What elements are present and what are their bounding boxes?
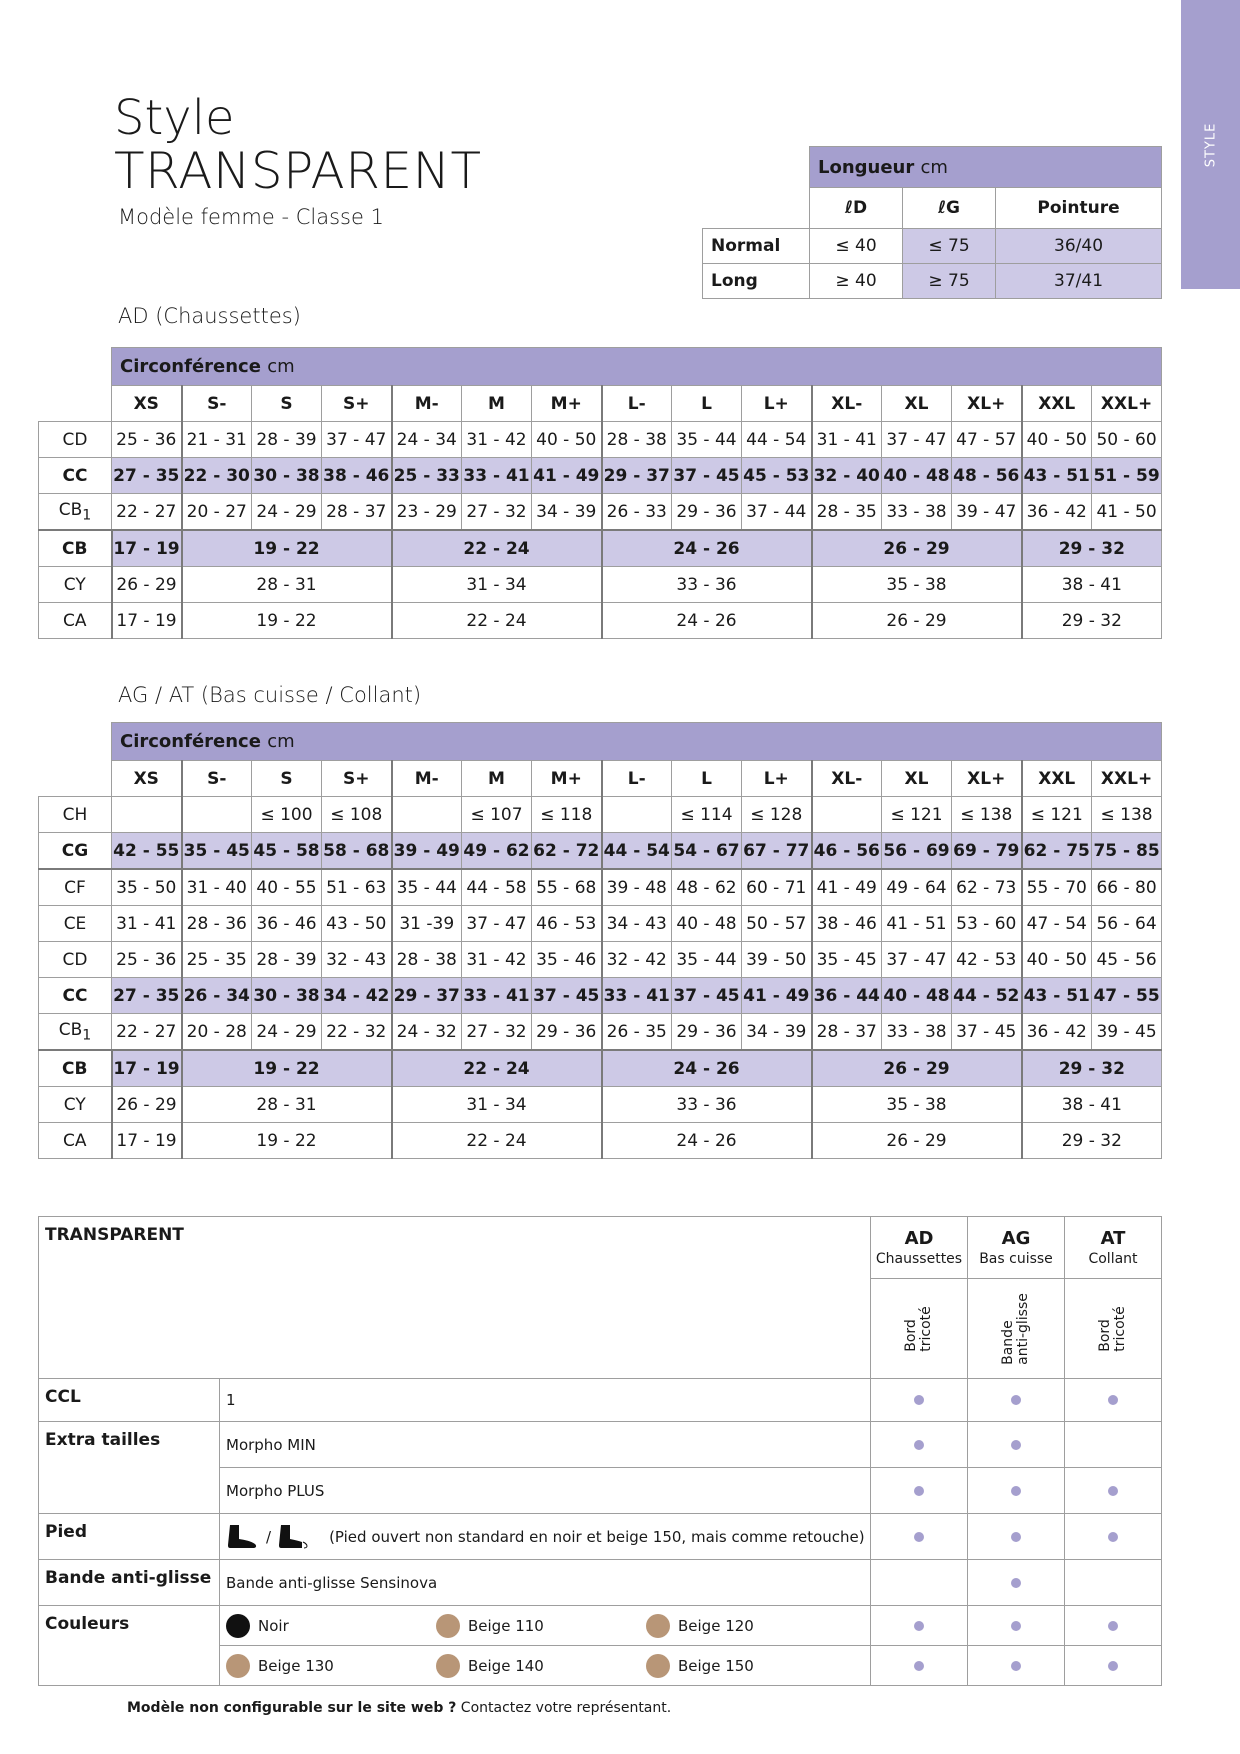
availability-dot bbox=[1108, 1621, 1118, 1631]
size-cell: 54 - 67 bbox=[672, 833, 742, 870]
row-extra-plus: Morpho PLUS bbox=[39, 1468, 1162, 1514]
size-cell: 60 - 71 bbox=[742, 869, 812, 906]
size-cell: 22 - 27 bbox=[112, 1014, 182, 1051]
size-group-cell: 28 - 31 bbox=[182, 567, 392, 603]
size-header: S+ bbox=[322, 386, 392, 422]
size-group-cell: 17 - 19 bbox=[112, 1050, 182, 1087]
row-cd: CD 25 - 36 25 - 35 28 - 39 32 - 43 28 - 38 31 - 42 35 - 46 32 - 42 35 - 44 39 - 50 35 - 45 37 - 47 42 - 53 40 - 50 45 - 56 bbox=[39, 942, 1162, 978]
size-header: M- bbox=[392, 386, 462, 422]
row-cy-group: CY 26 - 29 28 - 31 31 - 34 33 - 36 35 - 38 38 - 41 bbox=[39, 567, 1162, 603]
size-group-cell: 22 - 24 bbox=[392, 1050, 602, 1087]
size-cell: 28 - 35 bbox=[812, 494, 882, 531]
size-cell: 31 - 41 bbox=[812, 422, 882, 458]
availability-dot bbox=[914, 1440, 924, 1450]
size-cell: ≤ 138 bbox=[1092, 797, 1162, 833]
size-header: S+ bbox=[322, 761, 392, 797]
availability-dot bbox=[914, 1395, 924, 1405]
size-cell: 62 - 72 bbox=[532, 833, 602, 870]
color-swatch-item: Beige 150 bbox=[646, 1654, 856, 1678]
size-header: L- bbox=[602, 386, 672, 422]
size-cell: 28 - 36 bbox=[182, 906, 252, 942]
circumference-header: Circonférence cm bbox=[112, 348, 1162, 386]
color-swatch-item: Beige 120 bbox=[646, 1614, 856, 1638]
size-header: M bbox=[462, 386, 532, 422]
size-header: XL- bbox=[812, 761, 882, 797]
size-cell: 41 - 49 bbox=[532, 458, 602, 494]
size-cell: 41 - 49 bbox=[742, 978, 812, 1014]
size-cell: 33 - 38 bbox=[882, 494, 952, 531]
size-header: L bbox=[672, 761, 742, 797]
subtitle: Modèle femme - Classe 1 bbox=[118, 205, 384, 229]
size-cell: 25 - 36 bbox=[112, 942, 182, 978]
size-cell: 36 - 46 bbox=[252, 906, 322, 942]
size-cell: 31 - 42 bbox=[462, 422, 532, 458]
size-cell: 43 - 51 bbox=[1022, 978, 1092, 1014]
col-pointure: Pointure bbox=[996, 188, 1162, 229]
size-group-cell: 26 - 29 bbox=[812, 1123, 1022, 1159]
size-group-cell: 26 - 29 bbox=[812, 1050, 1022, 1087]
row-cb: $CB_1$ 22 - 27 20 - 27 24 - 29 28 - 37 23 - 29 27 - 32 34 - 39 26 - 33 29 - 36 37 - 44 28 - 35 33 - 38 39 - 47 36 - 42 41 - 50 bbox=[39, 494, 1162, 531]
size-cell: ≤ 114 bbox=[672, 797, 742, 833]
size-cell: 51 - 59 bbox=[1092, 458, 1162, 494]
size-header: L+ bbox=[742, 386, 812, 422]
size-cell: 35 - 44 bbox=[672, 942, 742, 978]
size-cell: 32 - 42 bbox=[602, 942, 672, 978]
availability-dot bbox=[1011, 1395, 1021, 1405]
size-cell: 20 - 28 bbox=[182, 1014, 252, 1051]
availability-dot bbox=[1108, 1661, 1118, 1671]
size-group-cell: 26 - 29 bbox=[112, 1087, 182, 1123]
size-cell: 31 - 41 bbox=[112, 906, 182, 942]
size-group-cell: 22 - 24 bbox=[392, 1123, 602, 1159]
row-cd: CD 25 - 36 21 - 31 28 - 39 37 - 47 24 - 34 31 - 42 40 - 50 28 - 38 35 - 44 44 - 54 31 - 41 37 - 47 47 - 57 40 - 50 50 - 60 bbox=[39, 422, 1162, 458]
size-cell: 40 - 50 bbox=[532, 422, 602, 458]
size-group-cell: 22 - 24 bbox=[392, 530, 602, 567]
size-group-cell: 17 - 19 bbox=[112, 530, 182, 567]
size-group-cell: 35 - 38 bbox=[812, 567, 1022, 603]
size-cell: 27 - 35 bbox=[112, 458, 182, 494]
size-cell: 33 - 41 bbox=[462, 978, 532, 1014]
size-cell: 48 - 56 bbox=[952, 458, 1022, 494]
size-cell: 47 - 57 bbox=[952, 422, 1022, 458]
closed-foot-icon bbox=[226, 1524, 260, 1550]
size-group-cell: 33 - 36 bbox=[602, 1087, 812, 1123]
size-header: XS bbox=[112, 386, 182, 422]
features-table bbox=[38, 1216, 1162, 1686]
size-cell: 37 - 44 bbox=[742, 494, 812, 531]
size-cell: 36 - 44 bbox=[812, 978, 882, 1014]
row-bande: Bande anti-glisse Bande anti-glisse Sensinova bbox=[39, 1560, 1162, 1606]
size-cell bbox=[812, 797, 882, 833]
size-cell: 35 - 44 bbox=[392, 869, 462, 906]
color-swatch bbox=[226, 1654, 250, 1678]
availability-dot bbox=[1011, 1578, 1021, 1588]
length-header: Longueur cm bbox=[810, 147, 1162, 188]
size-group-cell: 26 - 29 bbox=[112, 567, 182, 603]
size-cell: 22 - 30 bbox=[182, 458, 252, 494]
size-cell bbox=[182, 797, 252, 833]
size-cell: 21 - 31 bbox=[182, 422, 252, 458]
size-cell: 55 - 68 bbox=[532, 869, 602, 906]
size-cell: 25 - 33 bbox=[392, 458, 462, 494]
ad-size-table bbox=[38, 347, 1162, 639]
size-cell: 45 - 53 bbox=[742, 458, 812, 494]
size-cell: 51 - 63 bbox=[322, 869, 392, 906]
edge-at: Bord tricoté bbox=[1065, 1279, 1162, 1379]
availability-dot bbox=[1108, 1486, 1118, 1496]
size-group-cell: 19 - 22 bbox=[182, 603, 392, 639]
size-cell: 38 - 46 bbox=[322, 458, 392, 494]
size-cell: 44 - 54 bbox=[742, 422, 812, 458]
size-cell: 29 - 36 bbox=[672, 1014, 742, 1051]
size-header: L+ bbox=[742, 761, 812, 797]
title-model: TRANSPARENT bbox=[114, 142, 482, 200]
size-cell: 23 - 29 bbox=[392, 494, 462, 531]
size-cell: 43 - 50 bbox=[322, 906, 392, 942]
size-cell: 53 - 60 bbox=[952, 906, 1022, 942]
size-cell: ≤ 121 bbox=[1022, 797, 1092, 833]
size-cell: 37 - 45 bbox=[952, 1014, 1022, 1051]
size-group-cell: 22 - 24 bbox=[392, 603, 602, 639]
size-group-cell: 29 - 32 bbox=[1022, 1123, 1162, 1159]
size-group-cell: 24 - 26 bbox=[602, 530, 812, 567]
size-cell: 67 - 77 bbox=[742, 833, 812, 870]
size-cell: 32 - 40 bbox=[812, 458, 882, 494]
color-swatch bbox=[436, 1614, 460, 1638]
size-cell: 40 - 50 bbox=[1022, 422, 1092, 458]
size-group-cell: 38 - 41 bbox=[1022, 1087, 1162, 1123]
size-cell: 37 - 45 bbox=[532, 978, 602, 1014]
size-group-cell: 38 - 41 bbox=[1022, 567, 1162, 603]
title-style: Style bbox=[114, 90, 235, 146]
size-cell: 28 - 38 bbox=[392, 942, 462, 978]
size-header: S- bbox=[182, 386, 252, 422]
size-header: XL+ bbox=[952, 386, 1022, 422]
ag-size-table bbox=[38, 722, 1162, 1159]
size-cell: 20 - 27 bbox=[182, 494, 252, 531]
row-cc: CC 27 - 35 26 - 34 30 - 38 34 - 42 29 - 37 33 - 41 37 - 45 33 - 41 37 - 45 41 - 49 36 - 44 40 - 48 44 - 52 43 - 51 47 - 55 bbox=[39, 978, 1162, 1014]
size-cell: ≤ 128 bbox=[742, 797, 812, 833]
size-cell: 26 - 35 bbox=[602, 1014, 672, 1051]
availability-dot bbox=[1011, 1621, 1021, 1631]
size-cell: 29 - 37 bbox=[602, 458, 672, 494]
row-colors-1: Couleurs Noir Beige 110 Beige 120 bbox=[39, 1606, 1162, 1646]
size-header: L- bbox=[602, 761, 672, 797]
size-group-cell: 17 - 19 bbox=[112, 1123, 182, 1159]
availability-dot bbox=[1011, 1486, 1021, 1496]
size-header: M- bbox=[392, 761, 462, 797]
size-cell: 39 - 45 bbox=[1092, 1014, 1162, 1051]
open-foot-icon bbox=[277, 1524, 311, 1550]
size-cell: 50 - 60 bbox=[1092, 422, 1162, 458]
size-cell: 32 - 43 bbox=[322, 942, 392, 978]
size-group-cell: 19 - 22 bbox=[182, 1123, 392, 1159]
size-cell: 37 - 45 bbox=[672, 458, 742, 494]
color-swatch bbox=[646, 1614, 670, 1638]
row-extra-min: Extra tailles Morpho MIN bbox=[39, 1422, 1162, 1468]
row-cc: CC 27 - 35 22 - 30 30 - 38 38 - 46 25 - 33 33 - 41 41 - 49 29 - 37 37 - 45 45 - 53 32 - 40 40 - 48 48 - 56 43 - 51 51 - 59 bbox=[39, 458, 1162, 494]
size-cell: 35 - 50 bbox=[112, 869, 182, 906]
size-cell: 46 - 53 bbox=[532, 906, 602, 942]
size-cell: 30 - 38 bbox=[252, 458, 322, 494]
size-cell: 45 - 58 bbox=[252, 833, 322, 870]
size-cell: 22 - 32 bbox=[322, 1014, 392, 1051]
size-header: L bbox=[672, 386, 742, 422]
size-cell: 25 - 36 bbox=[112, 422, 182, 458]
row-cy-group: CY 26 - 29 28 - 31 31 - 34 33 - 36 35 - 38 38 - 41 bbox=[39, 1087, 1162, 1123]
size-cell: 24 - 29 bbox=[252, 1014, 322, 1051]
size-cell: 69 - 79 bbox=[952, 833, 1022, 870]
edge-ad: Bord tricoté bbox=[871, 1279, 968, 1379]
size-header: XXL bbox=[1022, 761, 1092, 797]
size-cell: 40 - 48 bbox=[672, 906, 742, 942]
size-cell: 37 - 47 bbox=[462, 906, 532, 942]
availability-dot bbox=[1011, 1661, 1021, 1671]
size-cell: 34 - 39 bbox=[532, 494, 602, 531]
availability-dot bbox=[1108, 1395, 1118, 1405]
col-at: AT Collant bbox=[1065, 1217, 1162, 1279]
size-header: XXL+ bbox=[1092, 386, 1162, 422]
size-group-cell: 29 - 32 bbox=[1022, 603, 1162, 639]
col-ad: AD Chaussettes bbox=[871, 1217, 968, 1279]
size-cell: 24 - 32 bbox=[392, 1014, 462, 1051]
size-cell: 42 - 55 bbox=[112, 833, 182, 870]
color-swatch-item: Beige 130 bbox=[226, 1654, 436, 1678]
size-cell: 33 - 41 bbox=[602, 978, 672, 1014]
size-cell: 44 - 58 bbox=[462, 869, 532, 906]
size-cell: ≤ 121 bbox=[882, 797, 952, 833]
size-cell: 39 - 47 bbox=[952, 494, 1022, 531]
size-cell: ≤ 108 bbox=[322, 797, 392, 833]
size-cell: 37 - 47 bbox=[322, 422, 392, 458]
size-group-cell: 28 - 31 bbox=[182, 1087, 392, 1123]
availability-dot bbox=[1011, 1440, 1021, 1450]
availability-dot bbox=[1011, 1532, 1021, 1542]
size-cell bbox=[392, 797, 462, 833]
size-cell: 37 - 47 bbox=[882, 422, 952, 458]
size-cell: 55 - 70 bbox=[1022, 869, 1092, 906]
row-cg: CG 42 - 55 35 - 45 45 - 58 58 - 68 39 - 49 49 - 62 62 - 72 44 - 54 54 - 67 67 - 77 46 - 56 56 - 69 69 - 79 62 - 75 75 - 85 bbox=[39, 833, 1162, 870]
size-group-cell: 31 - 34 bbox=[392, 567, 602, 603]
size-cell bbox=[112, 797, 182, 833]
size-cell: 75 - 85 bbox=[1092, 833, 1162, 870]
size-cell: 45 - 56 bbox=[1092, 942, 1162, 978]
size-group-cell: 26 - 29 bbox=[812, 530, 1022, 567]
size-cell: 41 - 51 bbox=[882, 906, 952, 942]
size-cell: 29 - 37 bbox=[392, 978, 462, 1014]
ag-section-title: AG / AT (Bas cuisse / Collant) bbox=[118, 683, 422, 707]
size-group-cell: 33 - 36 bbox=[602, 567, 812, 603]
size-group-cell: 35 - 38 bbox=[812, 1087, 1022, 1123]
size-cell: 33 - 41 bbox=[462, 458, 532, 494]
size-header: S- bbox=[182, 761, 252, 797]
size-cell: 62 - 73 bbox=[952, 869, 1022, 906]
size-group-cell: 19 - 22 bbox=[182, 1050, 392, 1087]
size-cell: 28 - 37 bbox=[322, 494, 392, 531]
size-group-cell: 24 - 26 bbox=[602, 603, 812, 639]
color-swatch bbox=[646, 1654, 670, 1678]
size-cell: 66 - 80 bbox=[1092, 869, 1162, 906]
size-cell: 33 - 38 bbox=[882, 1014, 952, 1051]
size-group-cell: 19 - 22 bbox=[182, 530, 392, 567]
size-cell: 40 - 48 bbox=[882, 458, 952, 494]
size-cell: 27 - 32 bbox=[462, 494, 532, 531]
color-swatch-item: Noir bbox=[226, 1614, 436, 1638]
size-group-cell: 29 - 32 bbox=[1022, 1050, 1162, 1087]
size-cell: 31 - 40 bbox=[182, 869, 252, 906]
color-swatch bbox=[226, 1614, 250, 1638]
size-header: XL bbox=[882, 386, 952, 422]
size-header: M+ bbox=[532, 386, 602, 422]
size-cell: 40 - 55 bbox=[252, 869, 322, 906]
row-ca-group: CA 17 - 19 19 - 22 22 - 24 24 - 26 26 - 29 29 - 32 bbox=[39, 603, 1162, 639]
size-cell: 28 - 39 bbox=[252, 422, 322, 458]
row-ca-group: CA 17 - 19 19 - 22 22 - 24 24 - 26 26 - 29 29 - 32 bbox=[39, 1123, 1162, 1159]
size-cell: 62 - 75 bbox=[1022, 833, 1092, 870]
col-ld: ℓD bbox=[810, 188, 903, 229]
size-cell: 22 - 27 bbox=[112, 494, 182, 531]
size-cell: ≤ 138 bbox=[952, 797, 1022, 833]
size-group-cell: 24 - 26 bbox=[602, 1123, 812, 1159]
size-cell: 40 - 48 bbox=[882, 978, 952, 1014]
length-row-normal: Normal ≤ 40 ≤ 75 36/40 bbox=[703, 229, 1162, 264]
size-header: XL bbox=[882, 761, 952, 797]
size-cell: 34 - 43 bbox=[602, 906, 672, 942]
edge-ag: Bande anti-glisse bbox=[968, 1279, 1065, 1379]
size-cell: 35 - 46 bbox=[532, 942, 602, 978]
size-cell: 39 - 50 bbox=[742, 942, 812, 978]
availability-dot bbox=[914, 1532, 924, 1542]
size-cell: 24 - 29 bbox=[252, 494, 322, 531]
size-cell: 56 - 64 bbox=[1092, 906, 1162, 942]
footer-note: Modèle non configurable sur le site web ? Contactez votre représentant. bbox=[127, 1700, 672, 1716]
size-cell: 24 - 34 bbox=[392, 422, 462, 458]
size-cell: 58 - 68 bbox=[322, 833, 392, 870]
size-cell: 29 - 36 bbox=[672, 494, 742, 531]
size-header: S bbox=[252, 761, 322, 797]
size-cell: 47 - 54 bbox=[1022, 906, 1092, 942]
size-cell: 56 - 69 bbox=[882, 833, 952, 870]
size-cell: 46 - 56 bbox=[812, 833, 882, 870]
size-header: XS bbox=[112, 761, 182, 797]
size-cell: 49 - 62 bbox=[462, 833, 532, 870]
color-swatch-item: Beige 140 bbox=[436, 1654, 646, 1678]
size-cell: 34 - 42 bbox=[322, 978, 392, 1014]
size-cell: 42 - 53 bbox=[952, 942, 1022, 978]
size-cell: 40 - 50 bbox=[1022, 942, 1092, 978]
size-header: S bbox=[252, 386, 322, 422]
col-lg: ℓG bbox=[903, 188, 996, 229]
features-title: TRANSPARENT bbox=[39, 1217, 871, 1379]
size-cell: 25 - 35 bbox=[182, 942, 252, 978]
row-pied: Pied / (Pied ouvert non standard en noir et beige 150, mais comme retouche) bbox=[39, 1514, 1162, 1560]
availability-dot bbox=[914, 1661, 924, 1671]
size-group-cell: 26 - 29 bbox=[812, 603, 1022, 639]
size-cell: 50 - 57 bbox=[742, 906, 812, 942]
size-group-cell: 31 - 34 bbox=[392, 1087, 602, 1123]
size-cell: 27 - 35 bbox=[112, 978, 182, 1014]
size-cell: 37 - 47 bbox=[882, 942, 952, 978]
size-cell: 28 - 39 bbox=[252, 942, 322, 978]
size-cell: 31 - 42 bbox=[462, 942, 532, 978]
size-cell: 35 - 45 bbox=[812, 942, 882, 978]
size-cell: 43 - 51 bbox=[1022, 458, 1092, 494]
size-header: XL+ bbox=[952, 761, 1022, 797]
size-cell: 26 - 33 bbox=[602, 494, 672, 531]
size-cell: 38 - 46 bbox=[812, 906, 882, 942]
size-cell: ≤ 118 bbox=[532, 797, 602, 833]
size-cell: 44 - 52 bbox=[952, 978, 1022, 1014]
size-cell: 28 - 38 bbox=[602, 422, 672, 458]
side-tab: STYLE bbox=[1181, 0, 1240, 289]
availability-dot bbox=[1108, 1532, 1118, 1542]
row-cb: $CB_1$ 22 - 27 20 - 28 24 - 29 22 - 32 24 - 32 27 - 32 29 - 36 26 - 35 29 - 36 34 - 39 28 - 37 33 - 38 37 - 45 36 - 42 39 - 45 bbox=[39, 1014, 1162, 1051]
length-row-long: Long ≥ 40 ≥ 75 37/41 bbox=[703, 264, 1162, 299]
size-header: M+ bbox=[532, 761, 602, 797]
size-cell: 31 -39 bbox=[392, 906, 462, 942]
size-cell: 35 - 45 bbox=[182, 833, 252, 870]
size-cell: 41 - 49 bbox=[812, 869, 882, 906]
size-cell: 36 - 42 bbox=[1022, 1014, 1092, 1051]
availability-dot bbox=[914, 1621, 924, 1631]
size-cell: 37 - 45 bbox=[672, 978, 742, 1014]
col-ag: AG Bas cuisse bbox=[968, 1217, 1065, 1279]
size-cell: 29 - 36 bbox=[532, 1014, 602, 1051]
size-group-cell: 29 - 32 bbox=[1022, 530, 1162, 567]
circumference-header: Circonférence cm bbox=[112, 723, 1162, 761]
size-cell: 44 - 54 bbox=[602, 833, 672, 870]
size-cell: 49 - 64 bbox=[882, 869, 952, 906]
color-swatch-item: Beige 110 bbox=[436, 1614, 646, 1638]
ad-section-title: AD (Chaussettes) bbox=[118, 304, 301, 328]
size-cell: 39 - 48 bbox=[602, 869, 672, 906]
size-group-cell: 17 - 19 bbox=[112, 603, 182, 639]
size-cell: 41 - 50 bbox=[1092, 494, 1162, 531]
size-cell: ≤ 107 bbox=[462, 797, 532, 833]
size-header: M bbox=[462, 761, 532, 797]
row-cb-group: CB 17 - 19 19 - 22 22 - 24 24 - 26 26 - 29 29 - 32 bbox=[39, 530, 1162, 567]
size-cell: 48 - 62 bbox=[672, 869, 742, 906]
size-header: XL- bbox=[812, 386, 882, 422]
size-cell: 39 - 49 bbox=[392, 833, 462, 870]
row-ch: CH ≤ 100 ≤ 108 ≤ 107 ≤ 118 ≤ 114 ≤ 128 ≤ 121 ≤ 138 ≤ 121 ≤ 138 bbox=[39, 797, 1162, 833]
row-cb-group: CB 17 - 19 19 - 22 22 - 24 24 - 26 26 - 29 29 - 32 bbox=[39, 1050, 1162, 1087]
row-ccl: CCL 1 bbox=[39, 1379, 1162, 1422]
size-cell: 47 - 55 bbox=[1092, 978, 1162, 1014]
size-cell: 30 - 38 bbox=[252, 978, 322, 1014]
row-cf: CF 35 - 50 31 - 40 40 - 55 51 - 63 35 - 44 44 - 58 55 - 68 39 - 48 48 - 62 60 - 71 41 - 49 49 - 64 62 - 73 55 - 70 66 - 80 bbox=[39, 869, 1162, 906]
availability-dot bbox=[914, 1486, 924, 1496]
size-header: XXL bbox=[1022, 386, 1092, 422]
size-cell: 27 - 32 bbox=[462, 1014, 532, 1051]
size-header: XXL+ bbox=[1092, 761, 1162, 797]
size-cell: 34 - 39 bbox=[742, 1014, 812, 1051]
size-group-cell: 24 - 26 bbox=[602, 1050, 812, 1087]
size-cell bbox=[602, 797, 672, 833]
size-cell: 36 - 42 bbox=[1022, 494, 1092, 531]
length-table bbox=[702, 146, 1162, 299]
size-cell: ≤ 100 bbox=[252, 797, 322, 833]
size-cell: 28 - 37 bbox=[812, 1014, 882, 1051]
row-ce: CE 31 - 41 28 - 36 36 - 46 43 - 50 31 -39 37 - 47 46 - 53 34 - 43 40 - 48 50 - 57 38 - 46 41 - 51 53 - 60 47 - 54 56 - 64 bbox=[39, 906, 1162, 942]
size-cell: 26 - 34 bbox=[182, 978, 252, 1014]
size-cell: 35 - 44 bbox=[672, 422, 742, 458]
color-swatch bbox=[436, 1654, 460, 1678]
